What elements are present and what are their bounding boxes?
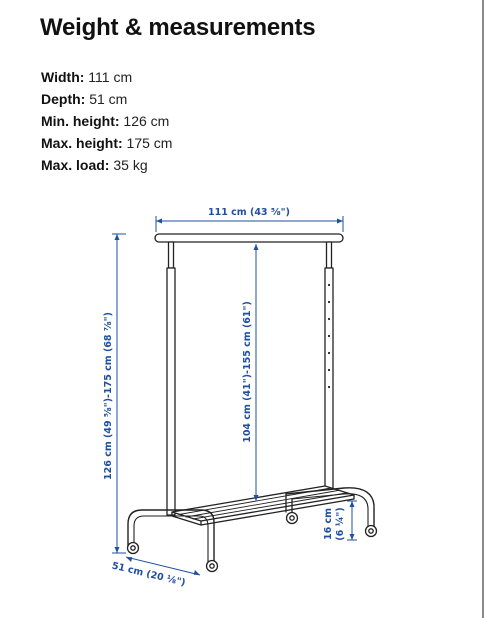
spec-value: 175 cm (122, 135, 173, 151)
left-post-lower (167, 268, 175, 515)
spec-value: 126 cm (119, 113, 170, 129)
spec-label: Depth: (41, 91, 86, 107)
width-dimension-label: 111 cm (43 ⅝") (208, 207, 290, 218)
right-post-upper (327, 242, 332, 268)
castor-front-right (207, 561, 218, 572)
rail-height-dimension-label: 104 cm (41")-155 cm (61") (242, 301, 253, 443)
castor-front-left (128, 543, 139, 554)
depth-dimension-label: 51 cm (20 ⅛") (110, 560, 187, 589)
spec-value: 35 kg (109, 157, 148, 173)
left-post-upper (169, 242, 174, 268)
spec-label: Min. height: (41, 113, 120, 129)
castor-back-right (366, 526, 377, 537)
spec-label: Max. height: (41, 135, 123, 151)
shelf-height-dimension-label-line2: (6 ¼") (335, 507, 346, 541)
spec-label: Width: (41, 69, 85, 85)
total-height-dimension-label: 126 cm (49 ⅝")-175 cm (68 ⅞") (103, 312, 114, 480)
spec-value: 51 cm (85, 91, 128, 107)
shelf-height-dimension-label-line1: 16 cm (323, 507, 334, 541)
spec-value: 111 cm (84, 69, 133, 85)
castor-back-left (287, 513, 298, 524)
viewport-edge-divider (482, 0, 484, 618)
dimension-lines (112, 216, 357, 575)
top-rail (155, 234, 343, 242)
spec-label: Max. load: (41, 157, 110, 173)
page-title: Weight & measurements (40, 14, 316, 41)
